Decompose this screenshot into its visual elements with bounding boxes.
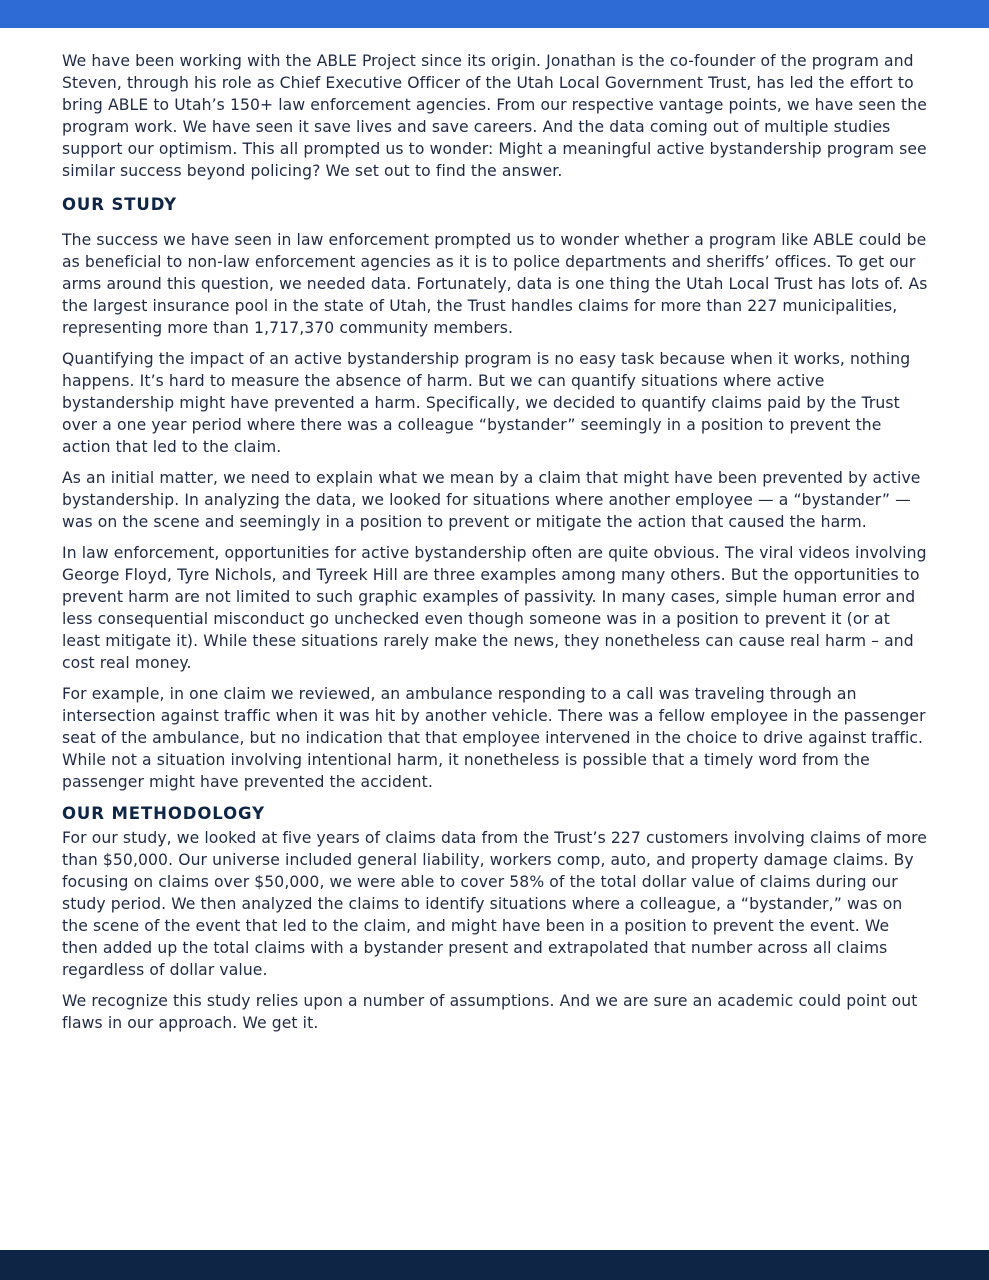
top-accent-bar xyxy=(0,0,989,28)
section-heading-study: OUR STUDY xyxy=(62,195,177,214)
study-paragraph-3: As an initial matter, we need to explain what we mean by a claim that might have been prevented by active bystandership. In analyzing the data, we looked for situations where another employee — a “bystander” — was on the scene and seemingly in a position to prevent or mitigate the action that caused the harm. xyxy=(62,469,921,531)
study-paragraph-5: For example, in one claim we reviewed, an ambulance responding to a call was traveling through an intersection against traffic when it was hit by another vehicle. There was a fellow employee in the passenger seat of the ambulance, but no indication that that employee intervened in the choice to drive against traffic. While not a situation involving intentional harm, it nonetheless is possible that a timely word from the passenger might have prevented the accident. xyxy=(62,685,926,791)
study-paragraph-1: The success we have seen in law enforcement prompted us to wonder whether a program like ABLE could be as beneficial to non-law enforcement agencies as it is to police departments and sheriffs’ offices. To get our arms around this question, we needed data. Fortunately, data is one thing the Utah Local Trust has lots of. As the largest insurance pool in the state of Utah, the Trust handles claims for more than 227 municipalities, representing more than 1,717,370 community members. xyxy=(62,231,928,337)
study-paragraph-2: Quantifying the impact of an active bystandership program is no easy task because when it works, nothing happens. It’s hard to measure the absence of harm. But we can quantify situations where active bystandership might have prevented a harm. Specifically, we decided to quantify claims paid by the Trust over a one year period where there was a colleague “bystander” seemingly in a position to prevent the action that led to the claim. xyxy=(62,350,911,456)
methodology-paragraph-1: For our study, we looked at five years of claims data from the Trust’s 227 customers involving claims of more than $50,000. Our universe included general liability, workers comp, auto, and property damage claims. By focusing on claims over $50,000, we were able to cover 58% of the total dollar value of claims during our study period. We then analyzed the claims to identify situations where a colleague, a “bystander,” was on the scene of the event that led to the claim, and might have been in a position to prevent the event. We then added up the total claims with a bystander present and extrapolated that number across all claims regardless of dollar value. xyxy=(62,829,927,979)
section-heading-methodology: OUR METHODOLOGY xyxy=(62,804,265,823)
bottom-footer-bar xyxy=(0,1250,989,1280)
study-paragraph-4: In law enforcement, opportunities for active bystandership often are quite obvious. The viral videos involving George Floyd, Tyre Nichols, and Tyreek Hill are three examples among many others. But the opportunities to prevent harm are not limited to such graphic examples of passivity. In many cases, simple human error and less consequential misconduct go unchecked even though someone was in a position to prevent it (or at least mitigate it). While these situations rarely make the news, they nonetheless can cause real harm – and cost real money. xyxy=(62,544,927,672)
document-body xyxy=(62,50,928,1043)
methodology-paragraph-2: We recognize this study relies upon a number of assumptions. And we are sure an academic could point out flaws in our approach. We get it. xyxy=(62,992,918,1032)
intro-paragraph: We have been working with the ABLE Project since its origin. Jonathan is the co-founder of the program and Steven, through his role as Chief Executive Officer of the Utah Local Government Trust, has led the effort to bring ABLE to Utah’s 150+ law enforcement agencies. From our respective vantage points, we have seen the program work. We have seen it save lives and save careers. And the data coming out of multiple studies support our optimism. This all prompted us to wonder: Might a meaningful active bystandership program see similar success beyond policing? We set out to find the answer. xyxy=(62,52,927,180)
